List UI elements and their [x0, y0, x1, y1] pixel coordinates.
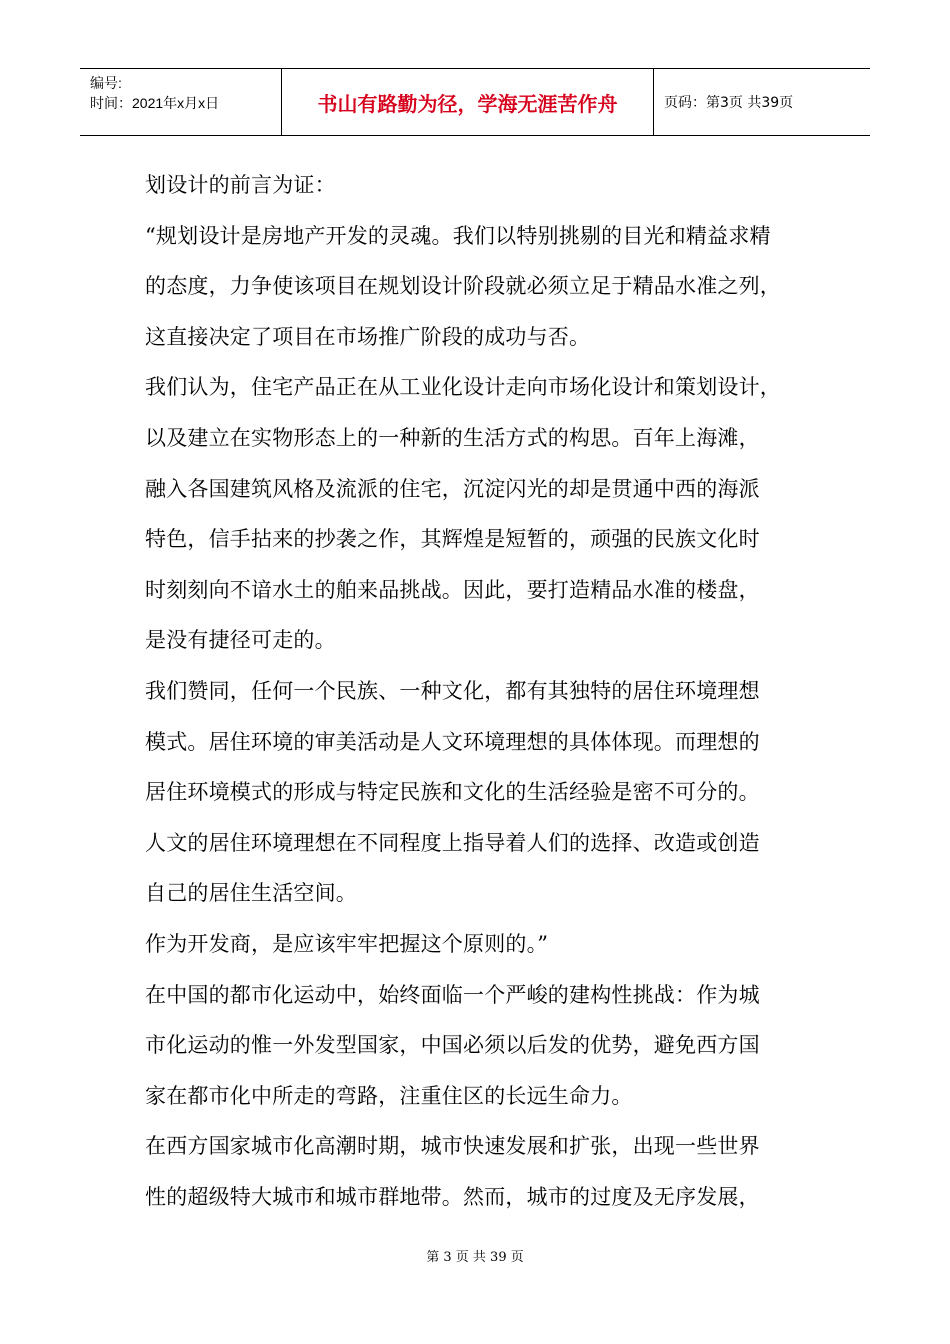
- body-line: 我们认为，住宅产品正在从工业化设计走向市场化设计和策划设计，: [145, 375, 781, 400]
- body-line: 划设计的前言为证：: [145, 173, 336, 197]
- body-line: 在西方国家城市化高潮时期，城市快速发展和扩张，出现一些世界: [145, 1134, 760, 1159]
- document-body: [145, 160, 815, 1222]
- body-line: 性的超级特大城市和城市群地带。然而，城市的过度及无序发展，: [145, 1184, 760, 1209]
- page-footer: 第 3 页 共 39 页: [426, 1250, 524, 1265]
- document-time-label: 时间：2021年x月x日: [90, 95, 220, 111]
- page-header: [80, 68, 870, 136]
- body-line: 家在都市化中所走的弯路，注重住区的长远生命力。: [145, 1083, 633, 1108]
- body-line: 自己的居住生活空间。: [145, 881, 357, 906]
- body-line: 模式。居住环境的审美活动是人文环境理想的具体体现。而理想的: [145, 729, 760, 754]
- body-line: 以及建立在实物形态上的一种新的生活方式的构思。百年上海滩，: [145, 425, 760, 450]
- body-line: 居住环境模式的形成与特定民族和文化的生活经验是密不可分的。: [145, 780, 760, 805]
- header-motto: 书山有路勤为径，学海无涯苦作舟: [282, 69, 654, 135]
- header-page-info: 页码：第3页 共39页: [664, 95, 794, 111]
- body-line: 作为开发商，是应该牢牢把握这个原则的。”: [145, 931, 549, 956]
- body-line: 人文的居住环境理想在不同程度上指导着人们的选择、改造或创造: [145, 830, 760, 855]
- body-line: 时刻刻向不谙水土的舶来品挑战。因此，要打造精品水准的楼盘，: [145, 577, 760, 602]
- body-line: 是没有捷径可走的。: [145, 628, 336, 653]
- body-line: 在中国的都市化运动中，始终面临一个严峻的建构性挑战：作为城: [145, 982, 760, 1007]
- header-meta-cell: [80, 69, 282, 135]
- document-number-label: 编号:: [90, 75, 122, 91]
- body-line: 这直接决定了项目在市场推广阶段的成功与否。: [145, 324, 591, 349]
- body-line: 市化运动的惟一外发型国家，中国必须以后发的优势，避免西方国: [145, 1033, 760, 1058]
- body-line: 的态度，力争使该项目在规划设计阶段就必须立足于精品水准之列，: [145, 274, 781, 299]
- body-line: 我们赞同，任何一个民族、一种文化，都有其独特的居住环境理想: [145, 678, 760, 703]
- body-line: 特色，信手拈来的抄袭之作，其辉煌是短暂的，顽强的民族文化时: [145, 527, 760, 552]
- body-line: 融入各国建筑风格及流派的住宅，沉淀闪光的却是贯通中西的海派: [145, 476, 760, 501]
- body-line: “规划设计是房地产开发的灵魂。我们以特别挑剔的目光和精益求精: [145, 223, 771, 248]
